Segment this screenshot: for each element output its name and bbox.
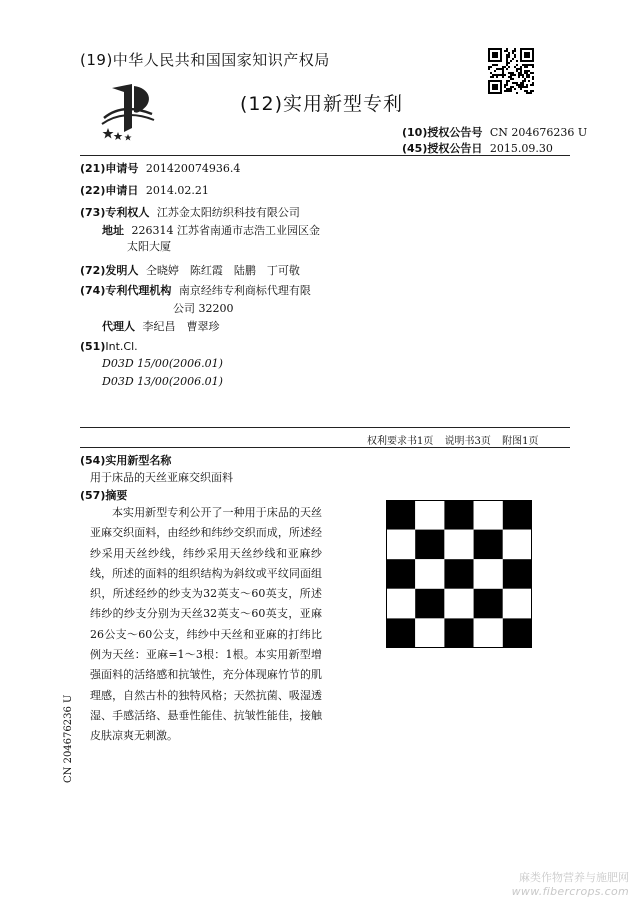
application-number-value: 201420074936.4 xyxy=(145,162,241,175)
patent-agency xyxy=(80,282,311,298)
publication-number-label: (10)授权公告号 xyxy=(402,126,483,139)
inventors xyxy=(80,262,300,278)
publication-date-value: 2015.09.30 xyxy=(489,142,553,155)
publication-number-value: CN 204676236 U xyxy=(489,126,588,139)
pages-claims: 权利要求书1页 xyxy=(367,436,434,447)
pages-drawings: 附图1页 xyxy=(502,436,539,447)
patent-agency-line1: 南京经纬专利商标代理有限 xyxy=(178,284,311,297)
weave-cell xyxy=(444,589,473,619)
weave-cell xyxy=(415,618,444,648)
weave-cell xyxy=(474,530,503,560)
field-code: (54) xyxy=(80,454,106,467)
publication-number xyxy=(402,124,587,140)
int-cl-label: Int.Cl. xyxy=(105,340,138,353)
utility-model-title-label: 实用新型名称 xyxy=(105,454,172,467)
weave-cell xyxy=(474,559,503,589)
abstract-heading xyxy=(80,487,127,503)
weave-cell xyxy=(386,589,415,619)
weave-cell xyxy=(444,618,473,648)
weave-cell xyxy=(503,559,532,589)
pages-info xyxy=(367,432,539,447)
abstract-text xyxy=(90,503,322,747)
field-code: (74) xyxy=(80,284,106,297)
weave-cell xyxy=(386,500,415,530)
field-code: (57) xyxy=(80,489,106,502)
weave-cell xyxy=(386,559,415,589)
pages-divider-bottom xyxy=(80,447,570,448)
int-cl-item: D03D 15/00(2006.01) xyxy=(102,357,223,370)
weave-cell xyxy=(415,500,444,530)
agent-value: 李纪昌 曹翠珍 xyxy=(142,320,220,333)
header-divider xyxy=(80,155,570,156)
patentee xyxy=(80,204,300,220)
watermark-url: www.fibercrops.com xyxy=(511,885,629,898)
weave-cell xyxy=(444,530,473,560)
utility-model-title-heading xyxy=(80,452,171,468)
weave-cell xyxy=(503,589,532,619)
agent xyxy=(102,318,220,334)
weave-cell xyxy=(503,530,532,560)
weave-cell xyxy=(474,500,503,530)
int-cl-item: D03D 13/00(2006.01) xyxy=(102,375,223,388)
application-number-label: 申请号 xyxy=(105,162,139,175)
field-code: (22) xyxy=(80,184,106,197)
address-line2: 太阳大厦 xyxy=(127,240,171,253)
watermark xyxy=(512,871,629,899)
field-code: (72) xyxy=(80,264,106,277)
application-date-label: 申请日 xyxy=(105,184,139,197)
address-label: 地址 xyxy=(102,224,124,237)
weave-cell xyxy=(386,530,415,560)
weave-cell xyxy=(503,500,532,530)
address xyxy=(102,222,320,238)
weave-cell xyxy=(474,618,503,648)
application-date-value: 2014.02.21 xyxy=(145,184,209,197)
weave-pattern-figure xyxy=(386,500,532,652)
application-date xyxy=(80,182,209,198)
publication-date-label: (45)授权公告日 xyxy=(402,142,483,155)
utility-model-title: 用于床品的天丝亚麻交织面料 xyxy=(90,471,233,484)
agent-label: 代理人 xyxy=(102,320,135,333)
weave-cell xyxy=(444,559,473,589)
weave-cell xyxy=(444,500,473,530)
application-number xyxy=(80,160,240,176)
cnipa-logo xyxy=(98,78,158,142)
address-line1: 226314 江苏省南通市志浩工业园区金 xyxy=(131,224,320,237)
publication-date xyxy=(402,140,553,156)
document-type: (12)实用新型专利 xyxy=(240,93,404,115)
weave-cell xyxy=(386,618,415,648)
abstract-label: 摘要 xyxy=(105,489,128,502)
inventors-value: 仝晓婷 陈红霞 陆鹏 丁可敬 xyxy=(145,264,300,277)
patent-agency-label: 专利代理机构 xyxy=(105,284,172,297)
field-code: (51) xyxy=(80,340,106,353)
patent-agency-line2: 公司 32200 xyxy=(173,302,234,315)
weave-cell xyxy=(415,559,444,589)
weave-cell xyxy=(474,589,503,619)
watermark-site-name: 麻类作物营养与施肥网 xyxy=(519,871,629,884)
weave-cell xyxy=(503,618,532,648)
field-code: (21) xyxy=(80,162,106,175)
pages-divider-top xyxy=(80,427,570,428)
side-publication-code: CN 204676236 U xyxy=(63,694,74,783)
field-code: (73) xyxy=(80,206,106,219)
patentee-value: 江苏金太阳纺织科技有限公司 xyxy=(156,206,300,219)
qr-code xyxy=(488,48,534,94)
pages-description: 说明书3页 xyxy=(444,436,491,447)
weave-cell xyxy=(415,589,444,619)
abstract-paragraph: 本实用新型专利公开了一种用于床品的天丝亚麻交织面料，由经纱和纬纱交织而成，所述经纱采用天丝纱线，纬纱采用天丝纱线和亚麻纱线，所述的面料的组织结构为斜纹或平纹同面组织，所述经纱的纱支为32英支～60英支，所述纬纱的纱支分别为天丝32英支～60英支，亚麻26公支～60公支，纬纱中天丝和亚麻的打纬比例为天丝：亚麻=1～3根：1根。本实用新型增强面料的活络感和抗皱性，充分体现麻竹节的肌理感，自然古朴的独特风格；天然抗菌、吸湿透湿、手感活络、悬垂性能佳、抗皱性能佳，接触皮肤凉爽无刺激。 xyxy=(90,506,322,743)
int-cl xyxy=(80,340,138,353)
qr-code-graphic xyxy=(488,48,534,94)
office-name: (19)中华人民共和国国家知识产权局 xyxy=(80,51,330,69)
weave-cell xyxy=(415,530,444,560)
weave-pattern-grid xyxy=(386,500,532,648)
patentee-label: 专利权人 xyxy=(105,206,150,219)
inventors-label: 发明人 xyxy=(105,264,139,277)
